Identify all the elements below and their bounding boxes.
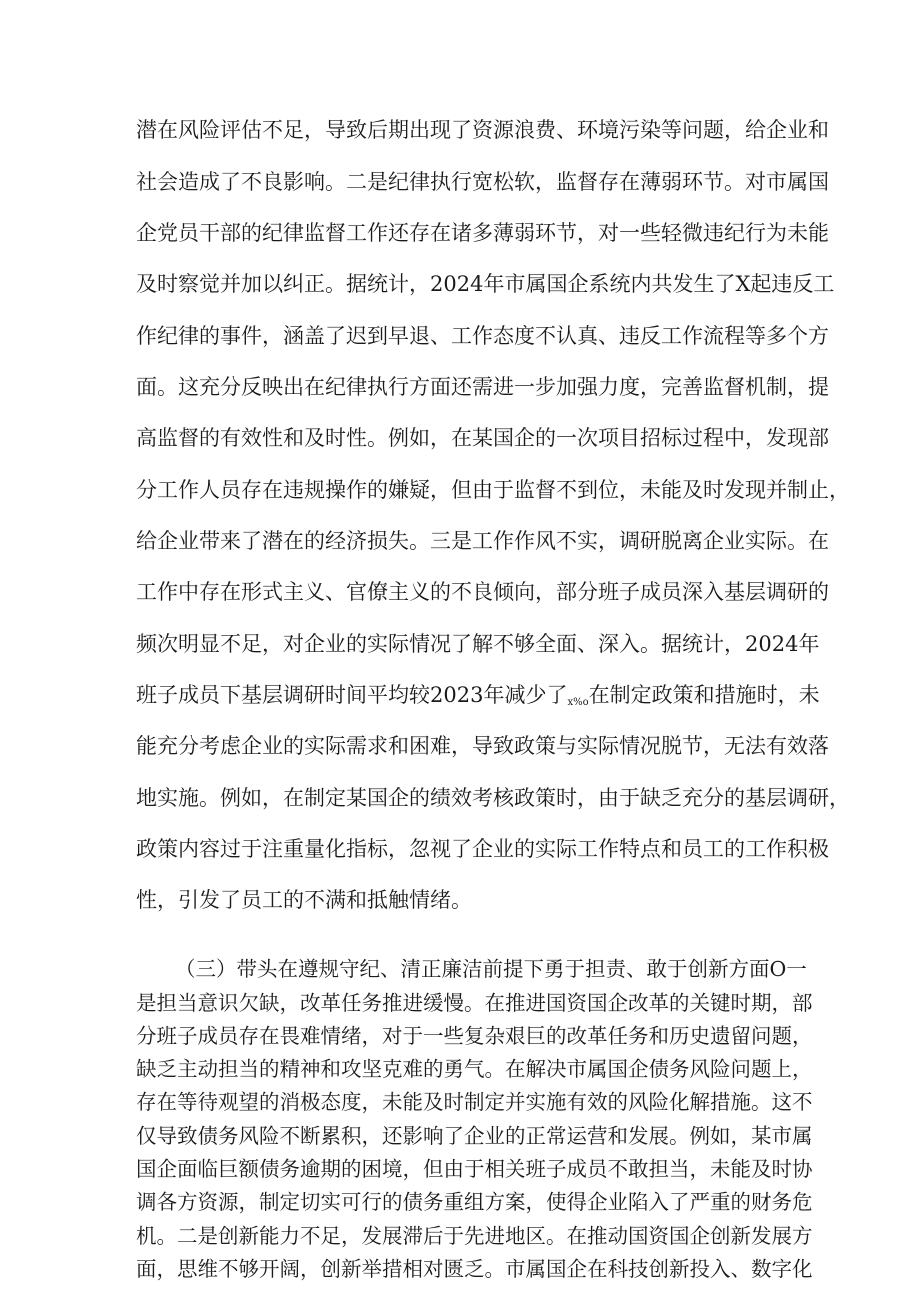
- text-line: 缺乏主动担当的精神和攻坚克难的勇气。在解决市属国企债务风险问题上，: [136, 1057, 813, 1081]
- text-segment: 在制定政策和措施时，未: [588, 683, 820, 707]
- text-line: 社会造成了不良影响。二是纪律执行宽松软，监督存在薄弱环节。对市属国: [136, 170, 829, 194]
- text-line: 频次明显不足，对企业的实际情况了解不够全面、深入。据统计，2024年: [136, 632, 820, 656]
- text-line: 及时察觉并加以纠正。据统计，2024年市属国企系统内共发生了X起违反工: [136, 272, 835, 296]
- text-line: 国企面临巨额债务逾期的困境，但由于相关班子成员不敢担当，未能及时协: [136, 1157, 813, 1181]
- text-line: 机。二是创新能力不足，发展滞后于先进地区。在推动国资国企创新发展方: [136, 1224, 813, 1248]
- text-line: 是担当意识欠缺，改革任务推进缓慢。在推进国资国企改革的关键时期，部: [136, 991, 813, 1015]
- text-line: 分工作人员存在违规操作的嫌疑，但由于监督不到位，未能及时发现并制止，: [136, 478, 850, 502]
- text-line: 性，引发了员工的不满和抵触情绪。: [136, 888, 472, 912]
- text-line: 调各方资源，制定切实可行的债务重组方案，使得企业陷入了严重的财务危: [136, 1190, 813, 1214]
- text-line: 政策内容过于注重量化指标，忽视了企业的实际工作特点和员工的工作积极: [136, 837, 829, 861]
- text-line: 企党员干部的纪律监督工作还存在诸多薄弱环节，对一些轻微违纪行为未能: [136, 221, 829, 245]
- text-line: 工作中存在形式主义、官僚主义的不良倾向，部分班子成员深入基层调研的: [136, 580, 829, 604]
- text-line: 存在等待观望的消极态度，未能及时制定并实施有效的风险化解措施。这不: [136, 1090, 813, 1114]
- text-line: （三）带头在遵规守纪、清正廉洁前提下勇于担责、敢于创新方面O一: [175, 957, 807, 981]
- subscript-text: x%o: [567, 697, 589, 708]
- text-line-with-subscript: [136, 683, 820, 715]
- text-line: 分班子成员存在畏难情绪，对于一些复杂艰巨的改革任务和历史遗留问题，: [136, 1024, 813, 1048]
- text-line: 作纪律的事件，涵盖了迟到早退、工作态度不认真、违反工作流程等多个方: [136, 324, 829, 348]
- text-line: 面。这充分反映出在纪律执行方面还需进一步加强力度，完善监督机制，提: [136, 375, 829, 399]
- text-line: 高监督的有效性和及时性。例如，在某国企的一次项目招标过程中，发现部: [136, 426, 829, 450]
- text-line: 潜在风险评估不足，导致后期出现了资源浪费、环境污染等问题，给企业和: [136, 118, 829, 142]
- text-line: 仅导致债务风险不断累积，还影响了企业的正常运营和发展。例如，某市属: [136, 1124, 813, 1148]
- text-line: 能充分考虑企业的实际需求和困难，导致政策与实际情况脱节，无法有效落: [136, 734, 829, 758]
- text-line: 地实施。例如，在制定某国企的绩效考核政策时，由于缺乏充分的基层调研，: [136, 786, 850, 810]
- text-segment: 班子成员下基层调研时间平均较2023年减少了: [136, 683, 568, 707]
- text-line: 给企业带来了潜在的经济损失。三是工作作风不实，调研脱离企业实际。在: [136, 529, 829, 553]
- text-line: 面，思维不够开阔，创新举措相对匮乏。市属国企在科技创新投入、数字化: [136, 1257, 813, 1281]
